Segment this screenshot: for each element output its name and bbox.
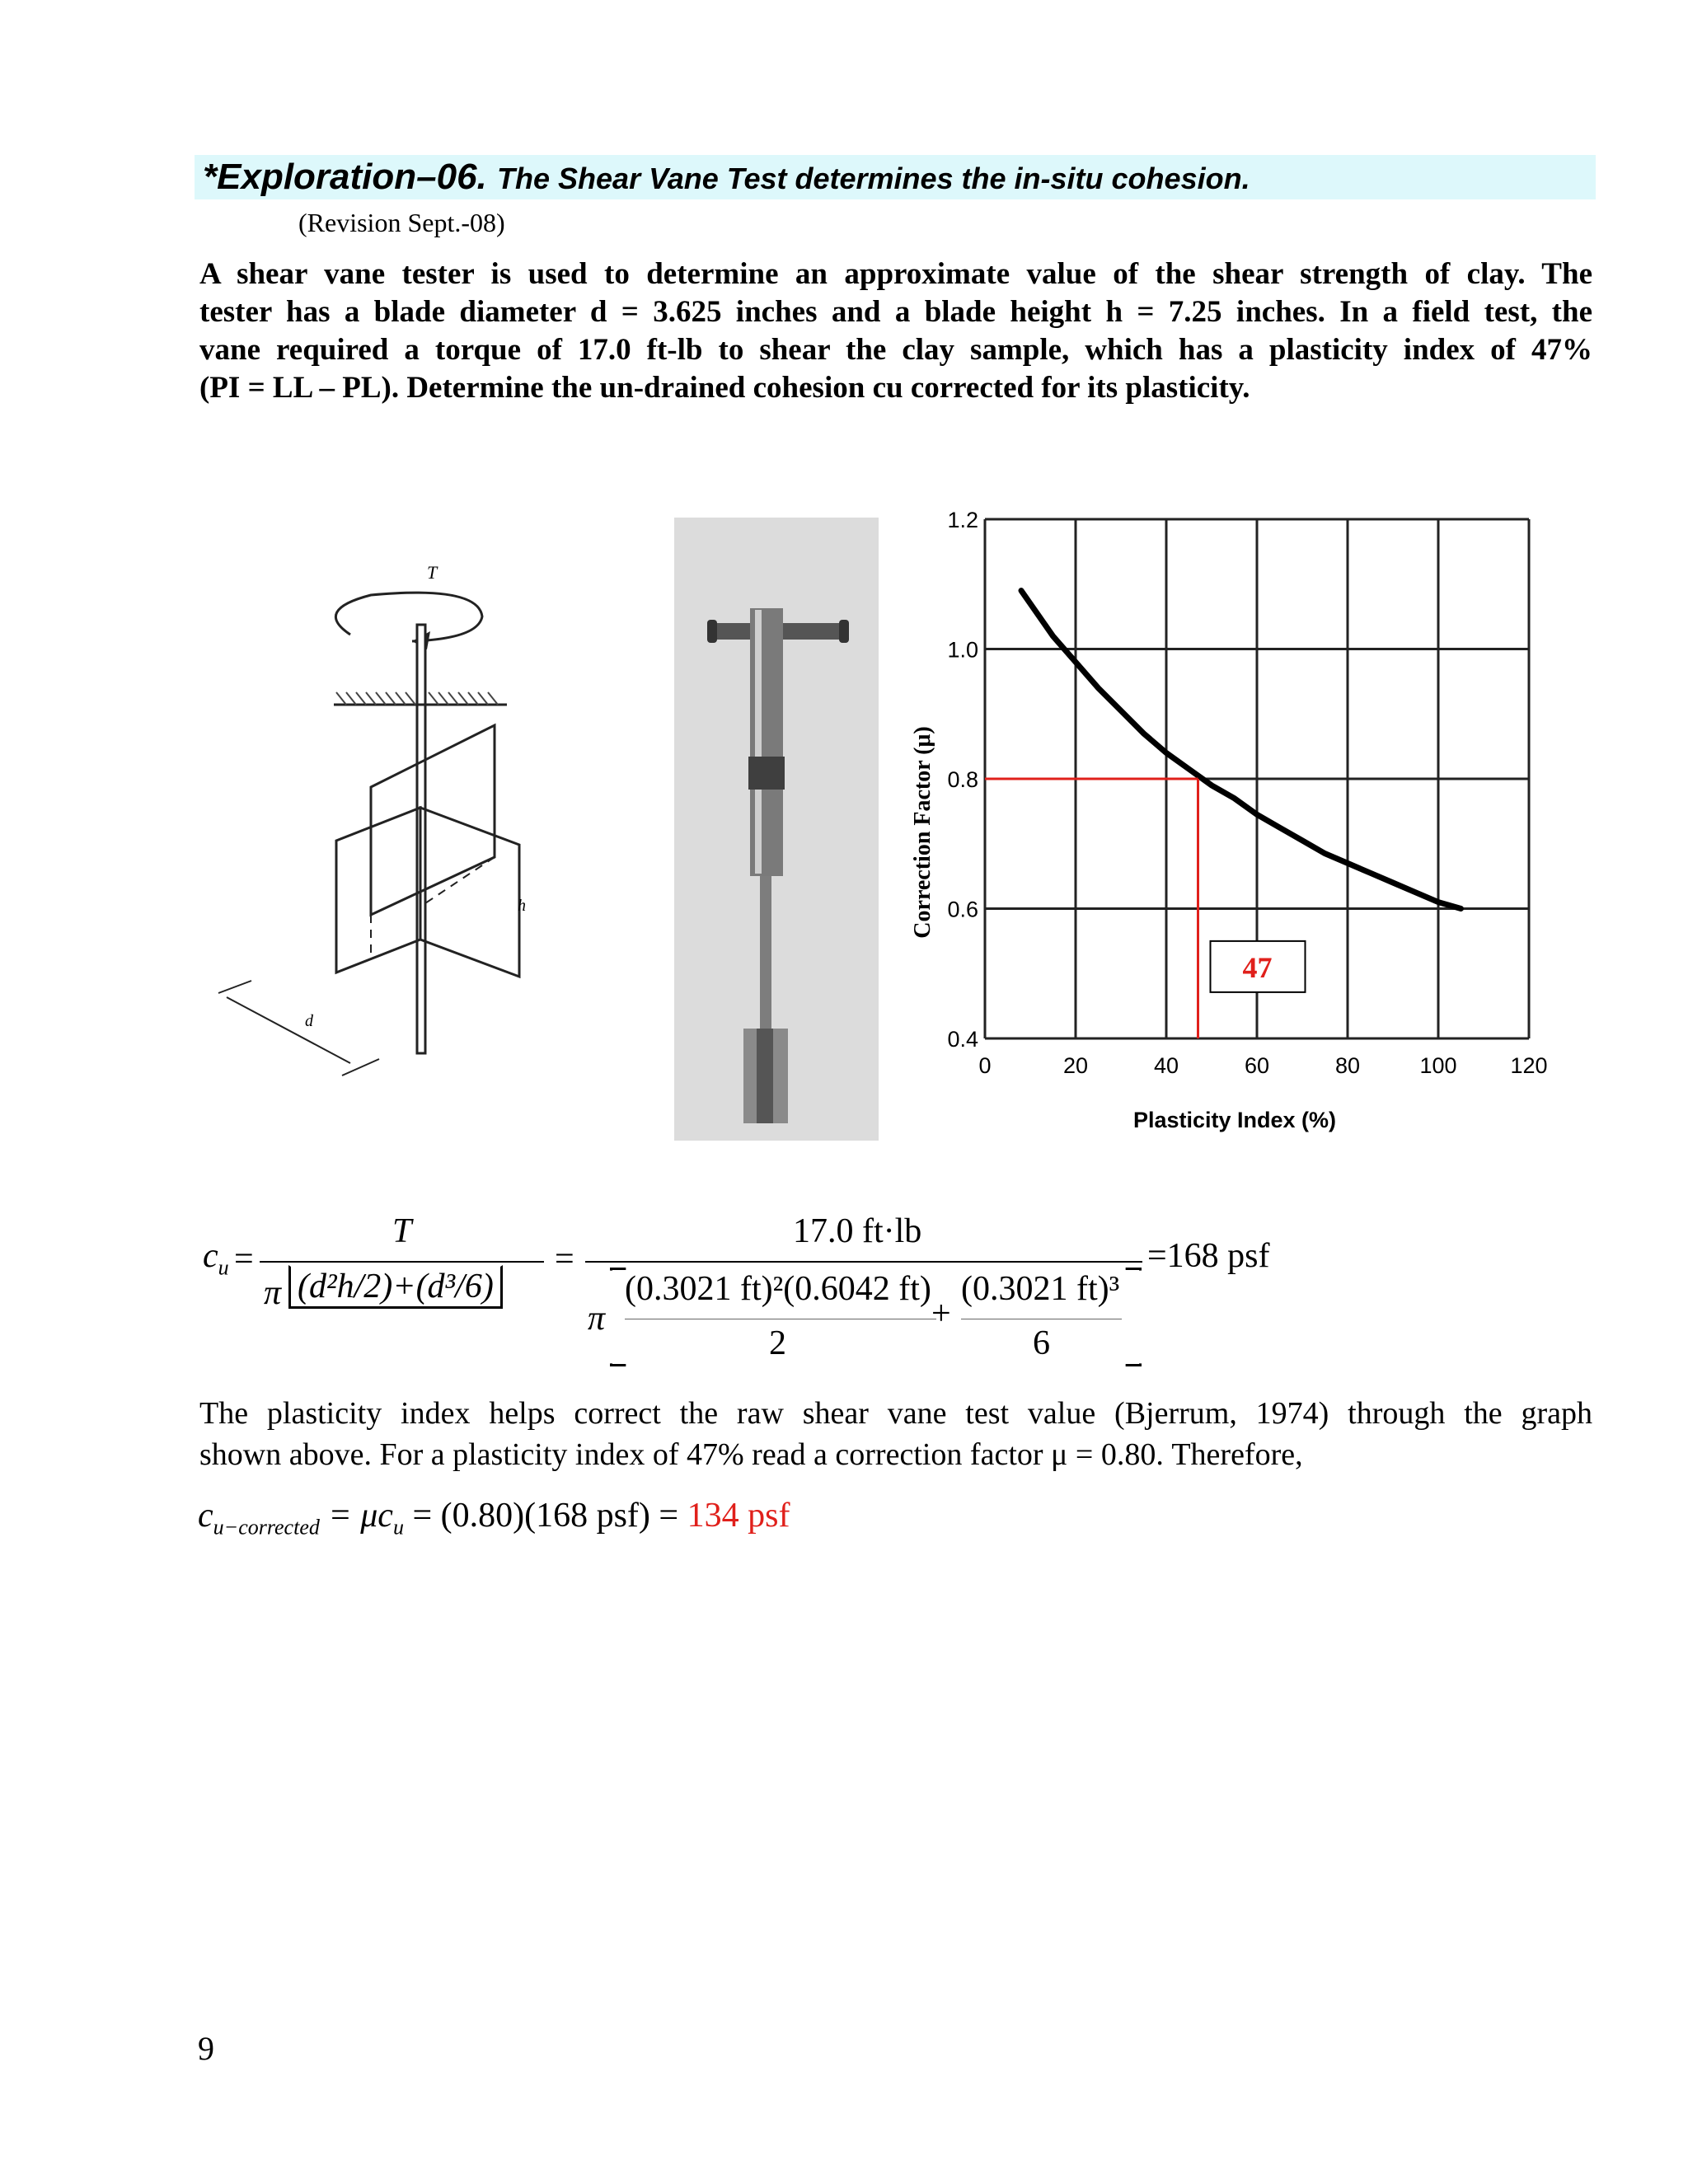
problem-line: vane required a torque of 17.0 ft-lb to shear the clay sample, which has a plasticity index of 47% bbox=[199, 333, 1592, 367]
eq1-denominator bbox=[288, 1265, 503, 1309]
handle-end-right bbox=[839, 620, 849, 643]
eq1-cu-subscript: u bbox=[218, 1255, 229, 1280]
eq2 bbox=[198, 1496, 790, 1540]
y-tick-label: 1.2 bbox=[947, 508, 978, 532]
vane-blade-left bbox=[336, 808, 420, 972]
tester-collar bbox=[748, 757, 785, 790]
handle-end-left bbox=[707, 620, 717, 643]
correction-curve bbox=[1021, 591, 1461, 909]
eq1-cu-symbol: c bbox=[203, 1237, 218, 1275]
torque-arrow bbox=[335, 593, 482, 641]
vane-diagram bbox=[214, 560, 528, 1096]
eq1-result: =168 psf bbox=[1147, 1237, 1270, 1275]
x-tick-label: 100 bbox=[1419, 1053, 1457, 1078]
x-tick-label: 60 bbox=[1244, 1053, 1270, 1078]
exploration-subtitle: The Shear Vane Test determines the in-situ cohesion. bbox=[497, 162, 1250, 195]
eq1-fraction-line-2 bbox=[585, 1261, 1142, 1263]
eq1-cu bbox=[203, 1236, 229, 1280]
chart-ylabel: Correction Factor (μ) bbox=[910, 726, 935, 939]
explanation-line: shown above. For a plasticity index of 47% read a correction factor μ = 0.80. Therefore, bbox=[199, 1437, 1303, 1472]
tester-blade-center bbox=[757, 1029, 773, 1123]
eq2-lhs: c bbox=[198, 1497, 213, 1535]
eq1-equals: = bbox=[234, 1240, 254, 1278]
eq1-numerator-value bbox=[793, 1212, 921, 1251]
page-title bbox=[203, 157, 1250, 198]
problem-line: (PI = LL – PL). Determine the un-drained cohesion cu corrected for its plasticity. bbox=[199, 371, 1250, 405]
y-tick-label: 0.4 bbox=[947, 1027, 978, 1052]
eq1-plus: + bbox=[931, 1295, 951, 1333]
eq2-middle-subscript: u bbox=[392, 1515, 404, 1540]
chart-xlabel: Plasticity Index (%) bbox=[1132, 1108, 1337, 1132]
x-tick-label: 120 bbox=[1510, 1053, 1548, 1078]
eq1-term-a: (0.3021 ft)²(0.6042 ft) bbox=[625, 1270, 931, 1308]
explanation-line: The plasticity index helps correct the raw shear vane test value (Bjerrum, 1974) through the graph bbox=[199, 1396, 1592, 1431]
x-tick-label: 0 bbox=[978, 1053, 992, 1078]
annotation-label: 47 bbox=[1242, 950, 1273, 984]
height-label: h bbox=[518, 897, 526, 915]
x-tick-label: 20 bbox=[1062, 1053, 1089, 1078]
exploration-number: *Exploration–06. bbox=[203, 157, 487, 197]
vane-tester-illustration bbox=[674, 518, 879, 1141]
diameter-tick bbox=[218, 981, 251, 993]
diameter-dimension bbox=[227, 997, 350, 1063]
eq2-answer: 134 psf bbox=[687, 1497, 790, 1535]
revision-note: (Revision Sept.-08) bbox=[298, 208, 505, 237]
chart-marks bbox=[985, 591, 1461, 1038]
eq1-equals2: = bbox=[555, 1240, 574, 1278]
problem-statement bbox=[199, 255, 1592, 407]
problem-line: A shear vane tester is used to determine an approximate value of the shear strength of clay. The bbox=[199, 257, 1592, 291]
y-tick-label: 0.8 bbox=[947, 767, 978, 792]
eq1-fraction-line bbox=[260, 1261, 544, 1263]
tester-highlight bbox=[755, 610, 762, 874]
hidden-edge bbox=[420, 857, 495, 907]
correction-factor-chart bbox=[907, 486, 1550, 1146]
torque-label: T bbox=[427, 562, 438, 583]
eq2-calculation: = (0.80)(168 psf) = bbox=[412, 1497, 679, 1535]
eq1-pi: π bbox=[264, 1274, 282, 1312]
vane-blade-right bbox=[420, 808, 519, 977]
y-tick-label: 1.0 bbox=[947, 637, 978, 663]
eq1-numerator-t: T bbox=[392, 1212, 412, 1250]
eq1-pi-2: π bbox=[588, 1300, 606, 1338]
eq1-torque-value: 17.0 ft·lb bbox=[793, 1212, 922, 1250]
eq2-middle: = μc bbox=[328, 1497, 393, 1535]
eq1-term-b: 2 bbox=[769, 1324, 786, 1362]
tester-rod bbox=[760, 876, 771, 1029]
eq1-term-c: (0.3021 ft)³ bbox=[961, 1270, 1120, 1308]
x-tick-label: 80 bbox=[1334, 1053, 1361, 1078]
diameter-label: d bbox=[305, 1012, 313, 1030]
problem-line: tester has a blade diameter d = 3.625 inches and a blade height h = 7.25 inches. In a field test, the bbox=[199, 295, 1592, 329]
page-number: 9 bbox=[198, 2030, 214, 2067]
eq1-denominator-expression: (d²h/2)+(d³/6) bbox=[298, 1268, 494, 1305]
eq1-term-d: 6 bbox=[1033, 1324, 1050, 1362]
y-tick-label: 0.6 bbox=[947, 897, 978, 922]
explanation-paragraph bbox=[199, 1393, 1592, 1475]
x-tick-label: 40 bbox=[1153, 1053, 1179, 1078]
eq2-lhs-subscript: u−corrected bbox=[213, 1515, 320, 1540]
